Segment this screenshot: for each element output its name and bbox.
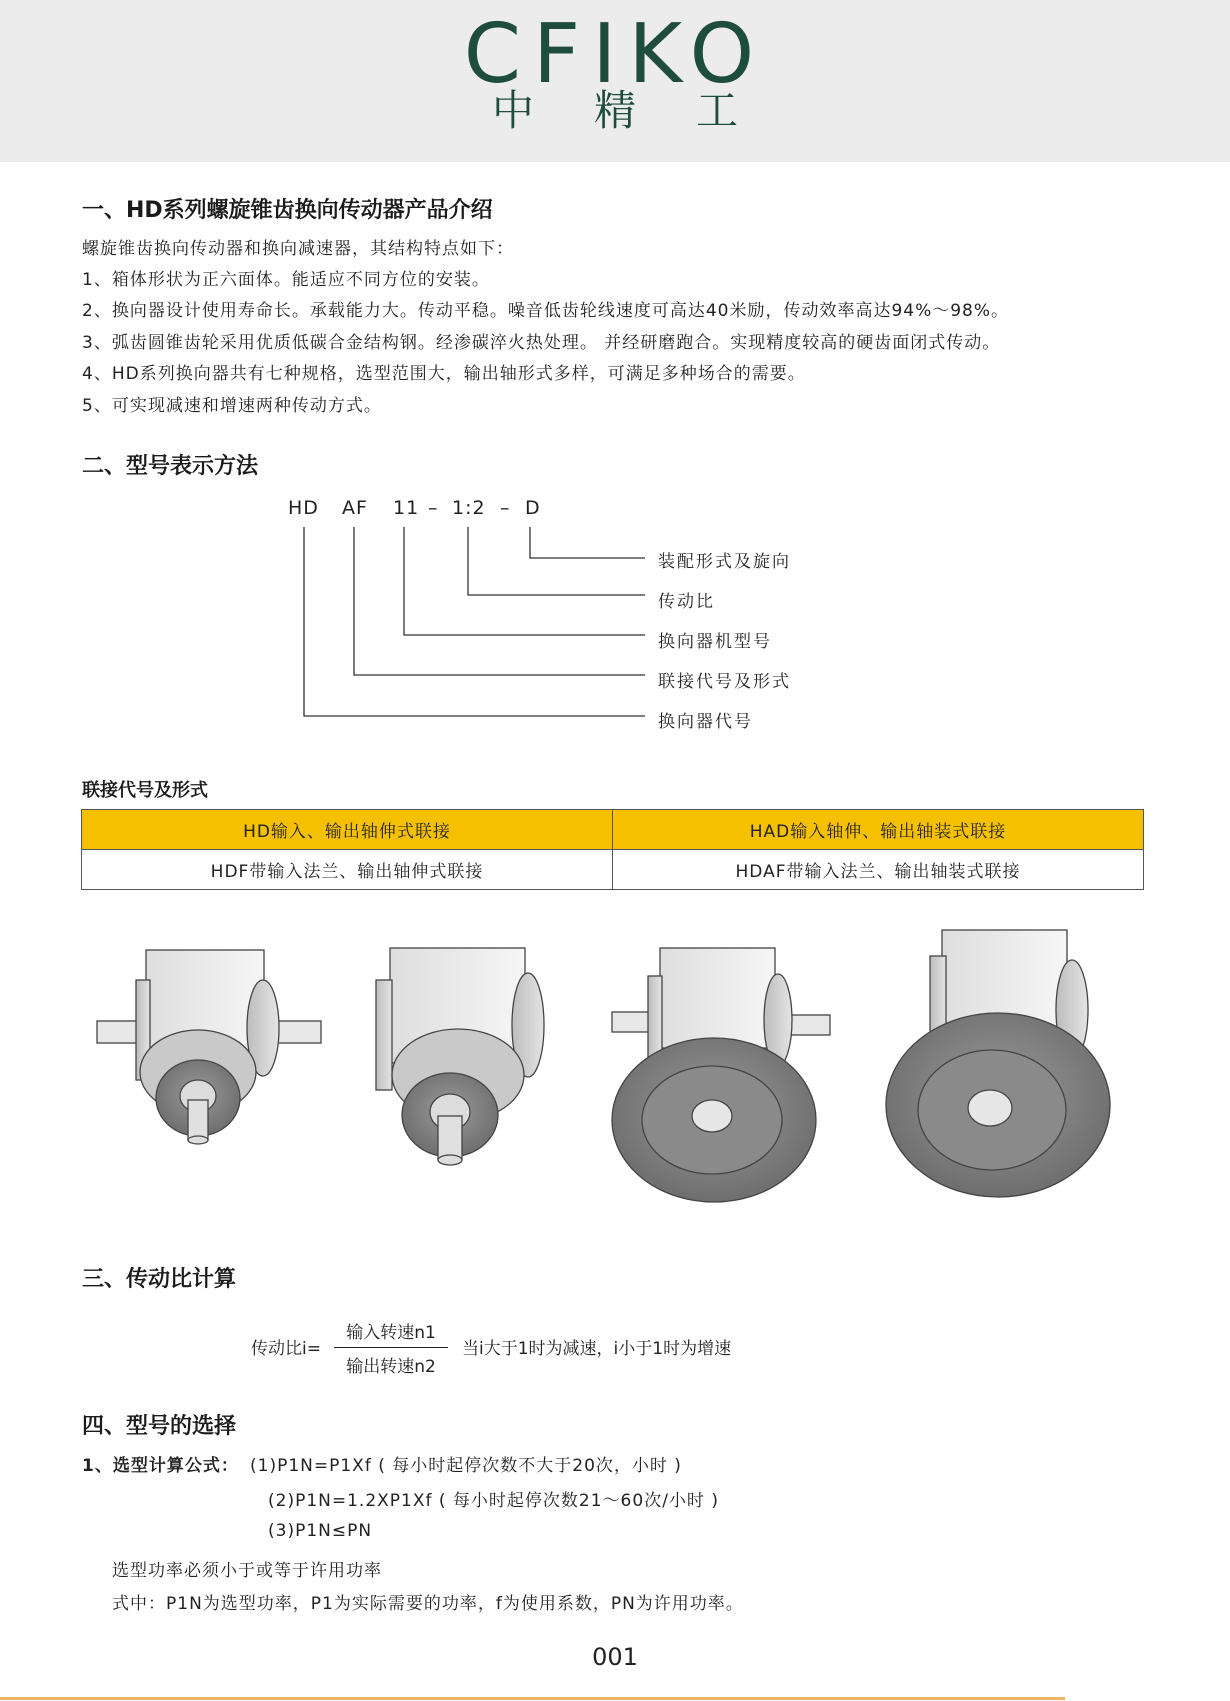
model-code-diagram xyxy=(0,0,1230,760)
code-dash-1: – xyxy=(428,497,439,519)
label-model-no: 换向器机型号 xyxy=(658,632,772,652)
selection-note-2: 式中：P1N为选型功率，P1为实际需要的功率，f为使用系数，PN为许用功率。 xyxy=(112,1594,744,1614)
formula-2: (2)P1N=1.2XP1Xf ( 每小时起停次数21～60次/小时 ) xyxy=(268,1491,719,1511)
section2-title: 二、型号表示方法 xyxy=(82,454,259,479)
section1-item-1: 1、箱体形状为正六面体。能适应不同方位的安装。 xyxy=(82,270,490,290)
ratio-numerator: 输入转速n1 xyxy=(334,1318,448,1348)
label-code: 换向器代号 xyxy=(658,712,753,732)
formula-3: (3)P1N≤PN xyxy=(268,1521,373,1541)
table-cell: HDAF带输入法兰、输出轴装式联接 xyxy=(613,850,1144,890)
connection-table xyxy=(81,809,1144,890)
reducer-hdf-image xyxy=(376,948,544,1165)
selection-note-1: 选型功率必须小于或等于许用功率 xyxy=(112,1561,382,1581)
bottom-rule xyxy=(0,1697,1065,1700)
reducer-had-image xyxy=(612,948,830,1202)
ratio-note: 当i大于1时为减速，i小于1时为增速 xyxy=(462,1339,732,1359)
reducer-hdaf-image xyxy=(886,930,1110,1197)
label-assembly: 装配形式及旋向 xyxy=(658,552,791,572)
code-part-d: D xyxy=(525,497,541,519)
label-ratio: 传动比 xyxy=(658,592,715,612)
table-row xyxy=(82,850,1144,890)
code-part-ratio: 1:2 xyxy=(452,497,486,519)
ratio-prefix: 传动比i= xyxy=(251,1339,321,1359)
section1-intro: 螺旋锥齿换向传动器和换向减速器，其结构特点如下： xyxy=(82,239,514,259)
formula-label: 1、选型计算公式： xyxy=(82,1456,239,1476)
section1-item-3: 3、弧齿圆锥齿轮采用优质低碳合金结构钢。经渗碳淬火热处理。 并经研磨跑合。实现精度较高的硬齿面闭式传动。 xyxy=(82,333,1001,353)
code-part-hd: HD xyxy=(288,497,319,519)
section1-item-5: 5、可实现减速和增速两种传动方式。 xyxy=(82,396,382,416)
brand-logo-cn: 中精工 xyxy=(491,86,798,135)
ratio-denominator: 输出转速n2 xyxy=(346,1357,436,1377)
section1-item-4: 4、HD系列换向器共有七种规格，选型范围大，输出轴形式多样，可满足多种场合的需要。 xyxy=(82,364,806,384)
connection-title: 联接代号及形式 xyxy=(82,780,208,801)
code-part-11: 11 xyxy=(393,497,420,519)
product-images xyxy=(0,920,1230,1210)
code-dash-2: – xyxy=(500,497,511,519)
section3-title: 三、传动比计算 xyxy=(82,1267,237,1292)
table-cell: HAD输入轴伸、输出轴装式联接 xyxy=(613,810,1144,850)
code-part-af: AF xyxy=(342,497,368,519)
reducer-hd-image xyxy=(97,950,321,1144)
page-number: 001 xyxy=(592,1643,638,1671)
formula-1: (1)P1N=P1Xf ( 每小时起停次数不大于20次，小时 ) xyxy=(250,1456,682,1476)
ratio-fraction xyxy=(334,1318,448,1377)
section4-title: 四、型号的选择 xyxy=(82,1414,237,1439)
section1-item-2: 2、换向器设计使用寿命长。承载能力大。传动平稳。噪音低齿轮线速度可高达40米励，传动效率高达94%～98%。 xyxy=(82,301,1010,321)
table-cell: HD输入、输出轴伸式联接 xyxy=(82,810,613,850)
label-connection: 联接代号及形式 xyxy=(658,672,791,692)
brand-logo-en: CFIKO xyxy=(463,7,767,102)
table-cell: HDF带输入法兰、输出轴伸式联接 xyxy=(82,850,613,890)
table-row xyxy=(82,810,1144,850)
section1-title: 一、HD系列螺旋锥齿换向传动器产品介绍 xyxy=(82,198,493,223)
